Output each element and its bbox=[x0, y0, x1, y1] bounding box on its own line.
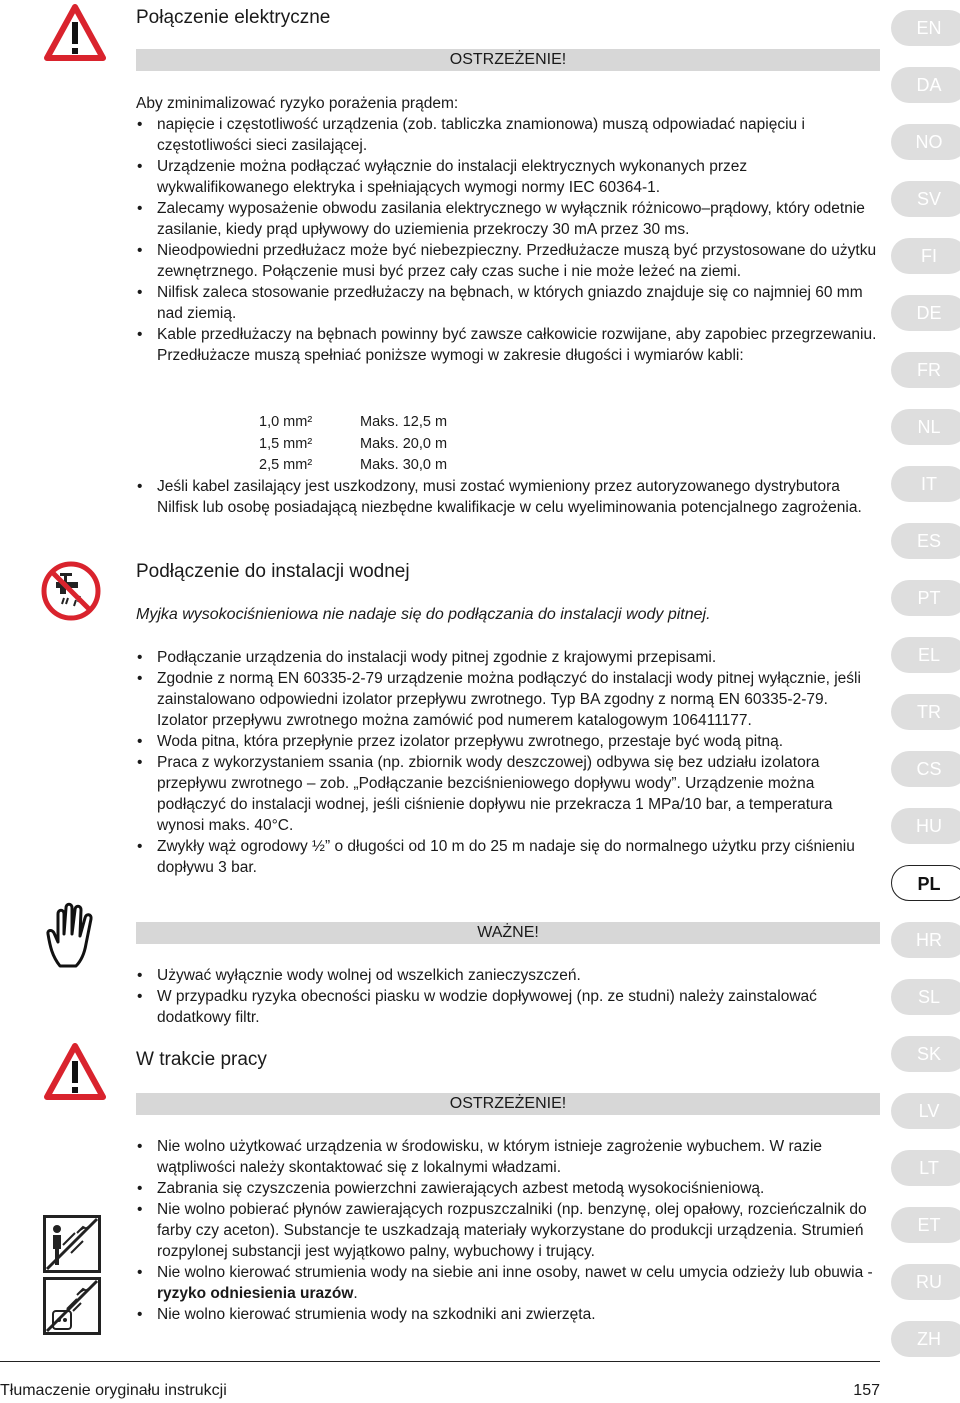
list-item: • Zalecamy wyposażenie obwodu zasilania elektrycznego w wyłącznik różnicowo‒prądowy, który odetnie zasilanie, kiedy prąd upływowy do uziemienia przekroczy 30 mA przez 30 ms. bbox=[136, 198, 881, 240]
list-item: • Nie wolno kierować strumienia wody na siebie ani inne osoby, nawet w celu umycia odzieży lub obuwia - ryzyko odniesienia urazów. bbox=[136, 1262, 881, 1304]
language-tab-pl[interactable]: PL bbox=[891, 865, 960, 901]
language-tab-nl[interactable]: NL bbox=[891, 409, 960, 445]
list-item: • Zabrania się czyszczenia powierzchni zawierających azbest metodą wysokociśnieniową. bbox=[136, 1178, 881, 1199]
language-tab-cs[interactable]: CS bbox=[891, 751, 960, 787]
language-tab-sv[interactable]: SV bbox=[891, 181, 960, 217]
language-tab-en[interactable]: EN bbox=[891, 10, 960, 46]
language-tab-tr[interactable]: TR bbox=[891, 694, 960, 730]
cable-row: 1,5 mm² Maks. 20,0 m bbox=[259, 435, 448, 452]
drinking-water-note: Myjka wysokociśnieniowa nie nadaje się do podłączania do instalacji wody pitnej. bbox=[136, 606, 711, 623]
list-item: • Zgodnie z normą EN 60335-2-79 urządzenie można podłączyć do instalacji wody pitnej wyłącznie, jeśli zainstalowano odpowiedni izolator przepływu zwrotnego. Typ BA zgodny z normą EN 60335-2-79. Izolator przepływu zwrotnego można zamówić pod numerem katalogowym 106411177. bbox=[136, 668, 881, 731]
list-item: • Nilfisk zaleca stosowanie przedłużaczy na bębnach, w których gniazdo znajduje się co najmniej 60 mm nad ziemią. bbox=[136, 282, 881, 324]
language-tab-es[interactable]: ES bbox=[891, 523, 960, 559]
language-tab-ru[interactable]: RU bbox=[891, 1264, 960, 1300]
no-drinking-water-icon bbox=[40, 560, 102, 622]
warning-triangle-icon bbox=[44, 1043, 106, 1101]
list-item: • Praca z wykorzystaniem ssania (np. zbiornik wody deszczowej) odbywa się bez udziału izolatora przepływu zwrotnego – zob. „Podłączanie bezciśnieniowego dopływu wody”. Urządzenie można podłączyć do instalacji wodnej, jeśli ciśnienie dopływu nie przekracza 1 MPa/10 bar, a temperatura wynosi maks. 40°C. bbox=[136, 752, 881, 836]
list-item: • Podłączanie urządzenia do instalacji wody pitnej zgodnie z krajowymi przepisami. bbox=[136, 647, 881, 668]
injury-risk-text: ryzyko odniesienia urazów bbox=[157, 1285, 354, 1302]
important-bullets bbox=[136, 965, 881, 1028]
warning-bar: OSTRZEŻENIE! bbox=[136, 49, 880, 71]
list-item: • Kable przedłużaczy na bębnach powinny być zawsze całkowicie rozwijane, aby zapobiec przegrzewaniu. Przedłużacze muszą spełniać poniższe wymogi w zakresie długości i wymiarów kabli: bbox=[136, 324, 881, 366]
language-tab-hr[interactable]: HR bbox=[891, 922, 960, 958]
language-tab-el[interactable]: EL bbox=[891, 637, 960, 673]
list-item: • napięcie i częstotliwość urządzenia (zob. tabliczka znamionowa) muszą odpowiadać napięciu i częstotliwości sieci zasilającej. bbox=[136, 114, 881, 156]
list-item: • Zwykły wąż ogrodowy ½” o długości od 10 m do 25 m nadaje się do normalnego użytku przy ciśnieniu dopływu 3 bar. bbox=[136, 836, 881, 878]
language-tab-pt[interactable]: PT bbox=[891, 580, 960, 616]
language-tab-no[interactable]: NO bbox=[891, 124, 960, 160]
language-tab-de[interactable]: DE bbox=[891, 295, 960, 331]
language-tab-it[interactable]: IT bbox=[891, 466, 960, 502]
language-tab-zh[interactable]: ZH bbox=[891, 1321, 960, 1357]
cable-row: 2,5 mm² Maks. 30,0 m bbox=[259, 457, 448, 473]
section-title-electrical: Połączenie elektryczne bbox=[136, 7, 331, 28]
language-tab-da[interactable]: DA bbox=[891, 67, 960, 103]
list-item: • Nie wolno pobierać płynów zawierających rozpuszczalniki (np. benzynę, olej opałowy, rozcieńczalnik do farby czy aceton). Substancje te uszkadzają materiały wykorzystane do produkcji urządzenia. Strumień rozpylonej substancji jest wyjątkowo palny, wybuchowy i trujący. bbox=[136, 1199, 881, 1262]
section-title-operation: W trakcie pracy bbox=[136, 1049, 267, 1070]
list-item: • Urządzenie można podłączać wyłącznie do instalacji elektrycznych wykonanych przez wykwalifikowanego elektryka i spełniających wymogi normy IEC 60364-1. bbox=[136, 156, 881, 198]
language-tab-lv[interactable]: LV bbox=[891, 1093, 960, 1129]
water-bullets bbox=[136, 647, 881, 878]
page-number: 157 bbox=[853, 1382, 880, 1399]
language-tab-hu[interactable]: HU bbox=[891, 808, 960, 844]
language-tab-sk[interactable]: SK bbox=[891, 1036, 960, 1072]
list-item: • Nie wolno kierować strumienia wody na szkodniki ani zwierzęta. bbox=[136, 1304, 881, 1325]
list-item: • W przypadku ryzyka obecności piasku w wodzie dopływowej (np. ze studni) należy zainstalować dodatkowy filtr. bbox=[136, 986, 881, 1028]
important-bar: WAŻNE! bbox=[136, 922, 880, 944]
list-item: • Nie wolno użytkować urządzenia w środowisku, w którym istnieje zagrożenie wybuchem. W razie wątpliwości należy skontaktować się z lokalnymi władzami. bbox=[136, 1136, 881, 1178]
operation-bullets bbox=[136, 1136, 881, 1325]
warning-triangle-icon bbox=[44, 4, 106, 62]
no-spray-at-socket-icon bbox=[43, 1277, 101, 1335]
electrical-bullets-end bbox=[136, 476, 881, 518]
list-item: • Jeśli kabel zasilający jest uszkodzony, musi zostać wymieniony przez autoryzowanego dystrybutora Nilfisk lub osobę posiadającą niezbędne kwalifikacje w celu wyeliminowania potencjalnego zagrożenia. bbox=[136, 476, 881, 518]
cable-table bbox=[259, 412, 559, 477]
language-tab-et[interactable]: ET bbox=[891, 1207, 960, 1243]
footer-text: Tłumaczenie oryginału instrukcji bbox=[0, 1382, 227, 1399]
footer-rule bbox=[0, 1361, 880, 1362]
list-item: • Używać wyłącznie wody wolnej od wszelkich zanieczyszczeń. bbox=[136, 965, 881, 986]
language-tab-lt[interactable]: LT bbox=[891, 1150, 960, 1186]
list-item: • Woda pitna, która przepłynie przez izolator przepływu zwrotnego, przestaje być wodą pitną. bbox=[136, 731, 881, 752]
language-tab-fi[interactable]: FI bbox=[891, 238, 960, 274]
language-tab-sl[interactable]: SL bbox=[891, 979, 960, 1015]
intro-text: Aby zminimalizować ryzyko porażenia prądem: bbox=[136, 95, 459, 112]
cable-row: 1,0 mm² Maks. 12,5 m bbox=[259, 414, 448, 430]
warning-bar: OSTRZEŻENIE! bbox=[136, 1093, 880, 1115]
electrical-bullets bbox=[136, 114, 881, 366]
section-title-water: Podłączenie do instalacji wodnej bbox=[136, 561, 410, 582]
list-item: • Nieodpowiedni przedłużacz może być niebezpieczny. Przedłużacze muszą być przystosowane do użytku zewnętrznego. Połączenie musi być przez cały czas suche i nie może leżeć na ziemi. bbox=[136, 240, 881, 282]
language-tab-fr[interactable]: FR bbox=[891, 352, 960, 388]
no-spray-at-people-icon bbox=[43, 1215, 101, 1273]
stop-hand-icon bbox=[44, 900, 104, 970]
